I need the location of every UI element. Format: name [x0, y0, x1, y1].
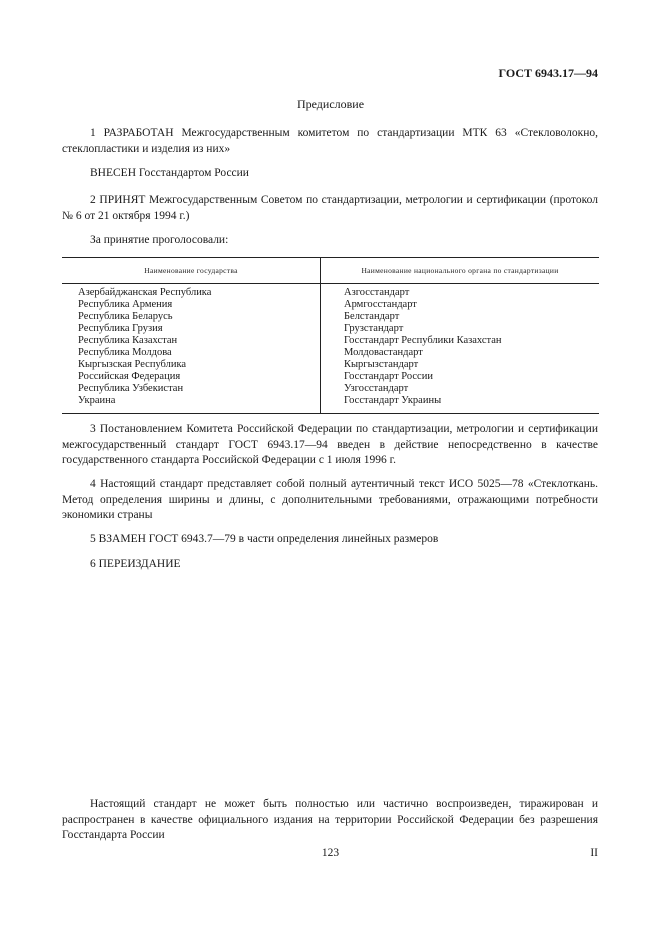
standards-body-cell: Госстандарт Республики Казахстан: [344, 335, 502, 346]
standards-body-cell: Белстандарт: [344, 311, 400, 322]
state-name-cell: Азербайджанская Республика: [62, 287, 321, 299]
section-3-decree: 3 Постановлением Комитета Российской Федерации по стандартизации, метрологии и сертификации межгосударственный стандарт ГОСТ 6943.17—94 введен в действие непосредственно в качестве государственного стандарта Российской Федерации с 1 июля 1996 г.: [62, 423, 598, 466]
state-name-cell: Республика Грузия: [62, 323, 321, 335]
standards-body-cell: Армгосстандарт: [344, 299, 417, 310]
table-row: [62, 395, 599, 407]
voted-for-label: За принятие проголосовали:: [90, 234, 229, 246]
section-5-replaces: 5 ВЗАМЕН ГОСТ 6943.7—79 в части определения линейных размеров: [90, 533, 439, 545]
standard-code-header: ГОСТ 6943.17—94: [498, 66, 598, 80]
table-row: [62, 359, 599, 371]
issue-mark: II: [590, 847, 598, 859]
standards-body-cell: Кыргызстандарт: [344, 359, 419, 370]
standards-body-cell: Молдовастандарт: [344, 347, 423, 358]
header-state-name: Наименование государства: [62, 258, 321, 284]
standards-body-cell: Госстандарт Украины: [344, 395, 442, 406]
table-row: [62, 323, 599, 335]
state-name-cell: Украина: [62, 395, 321, 407]
table-row: [62, 347, 599, 359]
table-row: [62, 299, 599, 311]
page-number: 123: [321, 847, 340, 859]
state-name-cell: Российская Федерация: [62, 371, 321, 383]
standards-body-cell: Азгосстандарт: [344, 287, 410, 298]
section-introduced: ВНЕСЕН Госстандартом России: [90, 167, 249, 179]
state-name-cell: Кыргызская Республика: [62, 359, 321, 371]
section-2-adopted: 2 ПРИНЯТ Межгосударственным Советом по стандартизации, метрологии и сертификации (протокол № 6 от 21 октября 1994 г.): [62, 194, 598, 222]
state-name-cell: Республика Молдова: [62, 347, 321, 359]
table-row: [62, 335, 599, 347]
standards-body-cell: Узгосстандарт: [344, 383, 409, 394]
table-header-row: [62, 258, 599, 284]
state-name-cell: Республика Беларусь: [62, 311, 321, 323]
standards-body-cell: Госстандарт России: [344, 371, 433, 382]
state-name-cell: Республика Казахстан: [62, 335, 321, 347]
table-row: [62, 383, 599, 395]
header-standards-body: Наименование национального органа по стандартизации: [321, 258, 600, 284]
section-1-developed: 1 РАЗРАБОТАН Межгосударственным комитетом по стандартизации МТК 63 «Стекловолокно, стеклопластики и изделия из них»: [62, 127, 598, 155]
standards-body-cell: Грузстандарт: [344, 323, 404, 334]
section-6-reissue: 6 ПЕРЕИЗДАНИЕ: [90, 558, 181, 570]
copyright-notice: Настоящий стандарт не может быть полностью или частично воспроизведен, тиражирован и распространен в качестве официального издания на территории Российской Федерации без разрешения Госстандарта России: [62, 798, 598, 841]
state-name-cell: Республика Армения: [62, 299, 321, 311]
table-row: [62, 371, 599, 383]
state-name-cell: Республика Узбекистан: [62, 383, 321, 395]
foreword-title: Предисловие: [296, 97, 365, 111]
member-states-table: [62, 257, 599, 414]
table-row: [62, 287, 599, 299]
section-4-iso: 4 Настоящий стандарт представляет собой полный аутентичный текст ИСО 5025—78 «Стеклоткань. Метод определения ширины и длины, с дополнительными требованиями, отражающими потребности экономики страны: [62, 478, 598, 521]
table-row: [62, 311, 599, 323]
